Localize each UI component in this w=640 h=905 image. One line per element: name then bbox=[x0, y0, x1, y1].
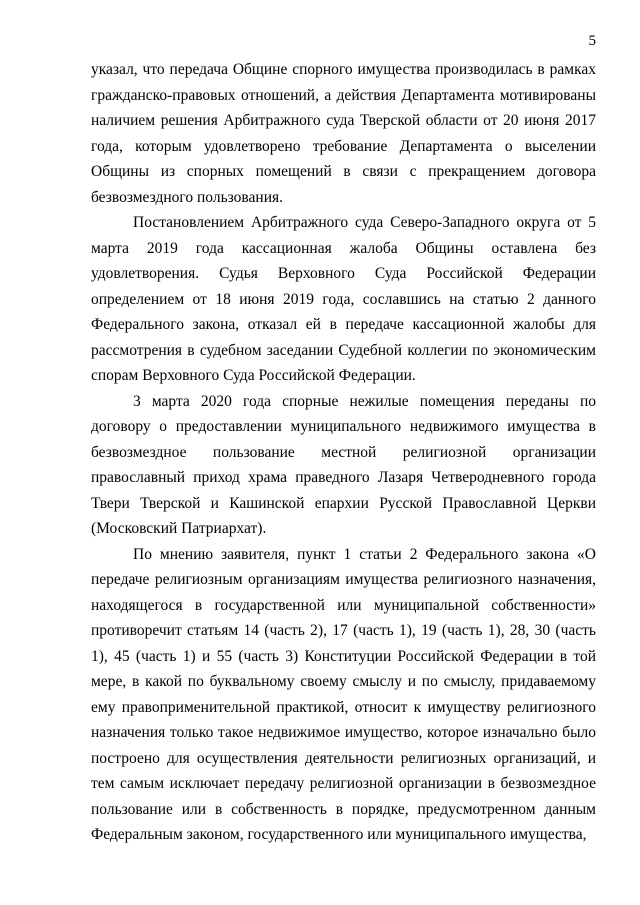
document-body bbox=[91, 57, 596, 848]
page-number: 5 bbox=[588, 33, 596, 49]
paragraph-applicant-position: По мнению заявителя, пункт 1 статьи 2 Федерального закона «О передаче религиозным организациям имущества религиозного назначения, находящегося в государственной или муниципальной собственности» противоречит статьям 14 (часть 2), 17 (часть 1), 19 (часть 1), 28, 30 (часть 1), 45 (часть 1) и 55 (часть 3) Конституции Российской Федерации в той мере, в какой по буквальному своему смыслу и по смыслу, придаваемому ему правоприменительной практикой, относит к имуществу религиозного назначения только такое недвижимое имущество, которое изначально было построено для осуществления деятельности религиозных организаций, и тем самым исключает передачу религиозной организации в безвозмездное пользование или в собственность в порядке, предусмотренном данным Федеральным законом, государственного или муниципального имущества, bbox=[91, 545, 596, 843]
paragraph-cassation: Постановлением Арбитражного суда Северо-Западного округа от 5 марта 2019 года кассационная жалоба Общины оставлена без удовлетворения. Судья Верховного Суда Российской Федерации определением от 18 июня 2019 года, сославшись на статью 2 данного Федерального закона, отказал ей в передаче кассационной жалобы для рассмотрения в судебном заседании Судебной коллегии по экономическим спорам Верховного Суда Российской Федерации. bbox=[91, 214, 596, 384]
paragraph-continuation: указал, что передача Общине спорного имущества производилась в рамках гражданско-правовых отношений, а действия Департамента мотивированы наличием решения Арбитражного суда Тверской области от 20 июня 2017 года, которым удовлетворено требование Департамента о выселении Общины из спорных помещений в связи с прекращением договора безвозмездного пользования. bbox=[91, 61, 596, 206]
paragraph-transfer: 3 марта 2020 года спорные нежилые помещения переданы по договору о предоставлении муниципального недвижимого имущества в безвозмездное пользование местной религиозной организации православный приход храма праведного Лазаря Четверодневного города Твери Тверской и Кашинской епархии Русской Православной Церкви (Московский Патриархат). bbox=[91, 392, 596, 537]
